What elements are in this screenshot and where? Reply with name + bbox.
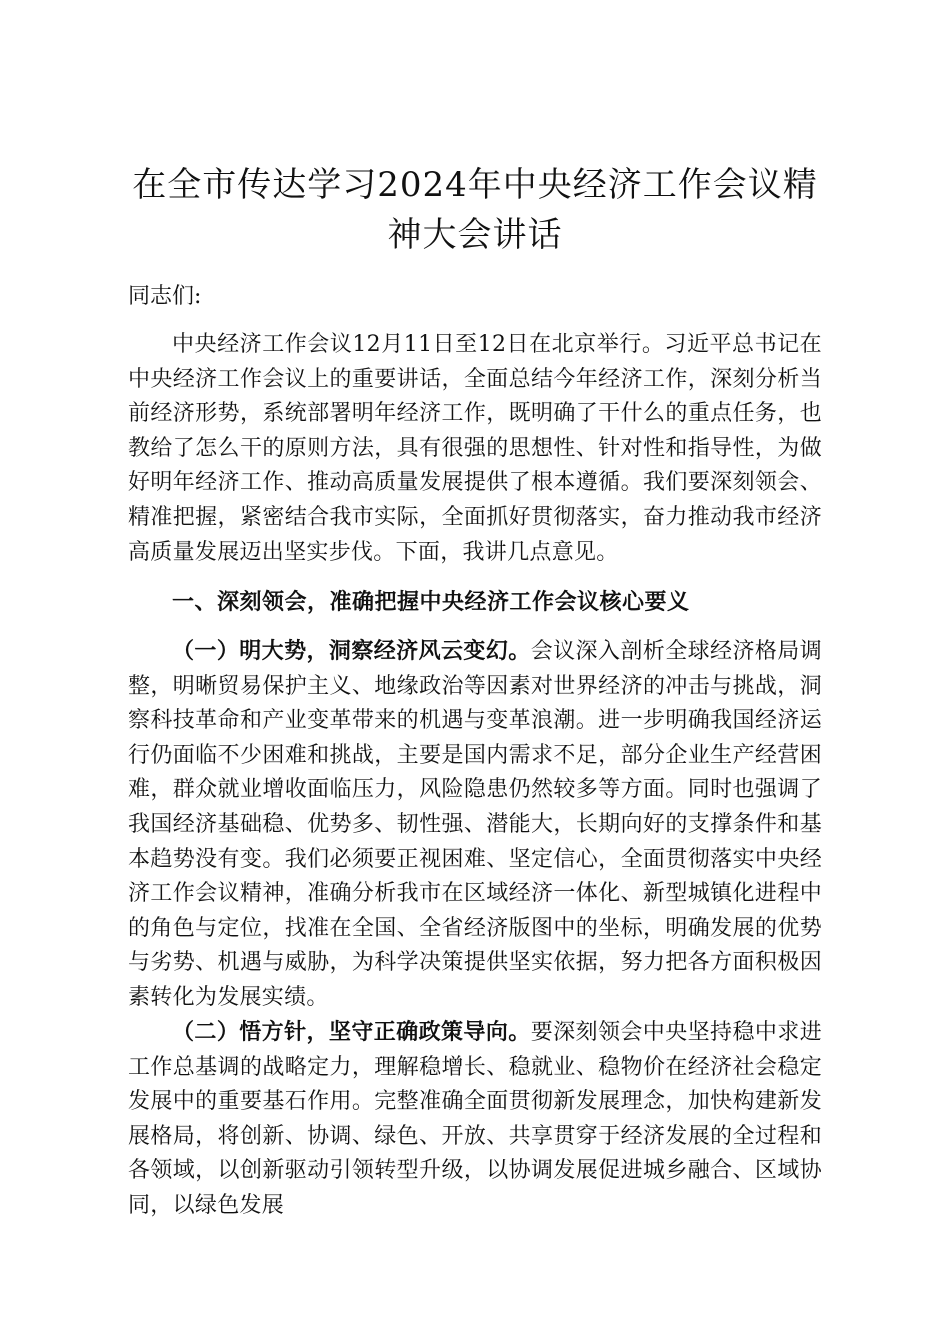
section-heading: 一、深刻领会，准确把握中央经济工作会议核心要义 [172,589,690,615]
section-item-2-body: 要深刻领会中央坚持稳中求进工作总基调的战略定力，理解稳增长、稳就业、稳物价在经济社会稳定发展中的重要基石作用。完整准确全面贯彻新发展理念，加快构建新发展格局，将创新、协调、绿色、开放、共享贯穿于经济发展的全过程和各领域，以创新驱动引领转型升级，以协调发展促进城乡融合、区域协同，以绿色发展 [128,1020,822,1218]
section-item-1 [128,634,822,1016]
section-item-1-body: 会议深入剖析全球经济格局调整，明晰贸易保护主义、地缘政治等因素对世界经济的冲击与挑战，洞察科技革命和产业变革带来的机遇与变革浪潮。进一步明确我国经济运行仍面临不少困难和挑战，主要是国内需求不足，部分企业生产经营困难，群众就业增收面临压力，风险隐患仍然较多等方面。同时也强调了我国经济基础稳、优势多、韧性强、潜能大，长期向好的支撑条件和基本趋势没有变。我们必须要正视困难、坚定信心，全面贯彻落实中央经济工作会议精神，准确分析我市在区域经济一体化、新型城镇化进程中的角色与定位，找准在全国、全省经济版图中的坐标，明确发展的优势与劣势、机遇与威胁，为科学决策提供坚实依据，努力把各方面积极因素转化为发展实绩。 [128,639,822,1010]
intro-paragraph: 中央经济工作会议12月11日至12日在北京举行。习近平总书记在中央经济工作会议上的重要讲话，全面总结今年经济工作，深刻分析当前经济形势，系统部署明年经济工作，既明确了干什么的重点任务，也教给了怎么干的原则方法，具有很强的思想性、针对性和指导性，为做好明年经济工作、推动高质量发展提供了根本遵循。我们要深刻领会、精准把握，紧密结合我市实际，全面抓好贯彻落实，奋力推动我市经济高质量发展迈出坚实步伐。下面，我讲几点意见。 [128,332,822,565]
document-title: 在全市传达学习2024年中央经济工作会议精神大会讲话 [132,165,818,255]
salutation: 同志们: [128,284,202,309]
section-item-2-lead: （二）悟方针，坚守正确政策导向。 [172,1019,531,1045]
section-item-2 [128,1015,822,1224]
section-item-1-lead: （一）明大势，洞察经济风云变幻。 [172,638,531,664]
